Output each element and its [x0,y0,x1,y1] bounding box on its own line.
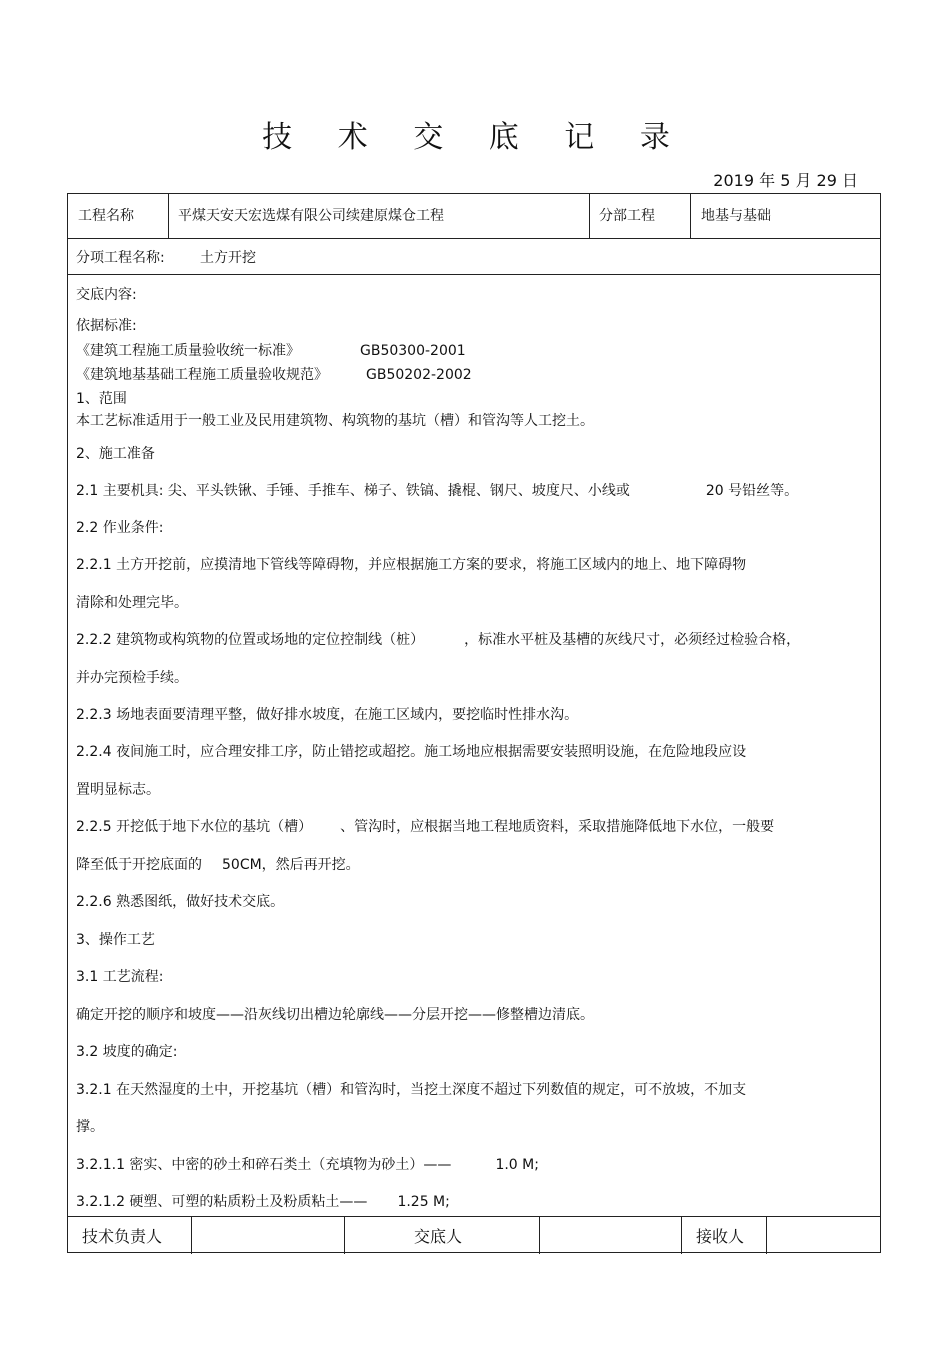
content-line: 交底内容: [76,287,137,303]
col-divider [191,1216,192,1254]
content-line: 撑。 [76,1119,104,1135]
standard-name: 《建筑工程施工质量验收统一标准》 [76,343,300,359]
col-divider [168,194,169,238]
col-divider [690,194,691,238]
content-line: 清除和处理完毕。 [76,595,188,611]
standard-code: GB50202-2002 [366,367,472,383]
record-table [67,193,881,1253]
project-name-label: 工程名称 [78,208,134,224]
project-name-value: 平煤天安天宏选煤有限公司续建原煤仓工程 [178,208,444,224]
col-divider [681,1216,682,1254]
receiver-label: 接收人 [696,1227,745,1246]
receiver-signature-field[interactable] [769,1218,879,1252]
content-line: 3.2.1.2 硬塑、可塑的粘质粉土及粉质粘土—— 1.25 M; [76,1194,450,1210]
content-line [76,364,472,384]
presenter-signature-field[interactable] [542,1218,679,1252]
division-value: 地基与基础 [701,208,771,224]
col-divider [344,1216,345,1254]
content-line: 3.2 坡度的确定: [76,1044,178,1060]
page-title: 技 术 交 底 记 录 [262,120,688,155]
content-line: 2.2.5 开挖低于地下水位的基坑（槽） 、管沟时，应根据当地工程地质资料，采取措施降低地下水位，一般要 [76,819,775,835]
standard-name: 《建筑地基基础工程施工质量验收规范》 [76,367,328,383]
content-line: 依据标准: [76,318,137,334]
tech-lead-label: 技术负责人 [82,1227,163,1246]
presenter-label: 交底人 [414,1227,463,1246]
content-line: 2.1 主要机具: 尖、平头铁锹、手锤、手推车、梯子、铁镐、撬棍、钢尺、坡度尺、小线或 20 号铅丝等。 [76,483,799,499]
content-line: 3.1 工艺流程: [76,969,164,985]
content-line: 3、操作工艺 [76,932,155,948]
content-line: 2.2.1 土方开挖前，应摸清地下管线等障碍物，并应根据施工方案的要求，将施工区域内的地上、地下障碍物 [76,557,747,573]
row-divider [68,238,880,239]
col-divider [539,1216,540,1254]
content-line: 3.2.1.1 密实、中密的砂土和碎石类土（充填物为砂土）—— 1.0 M; [76,1157,539,1173]
content-line: 2.2.6 熟悉图纸，做好技术交底。 [76,894,285,910]
division-label: 分部工程 [599,208,655,224]
row-divider [68,1216,880,1217]
col-divider [589,194,590,238]
subitem-value: 土方开挖 [200,250,256,266]
tech-lead-signature-field[interactable] [194,1218,342,1252]
content-line: 2.2.4 夜间施工时，应合理安排工序，防止错挖或超挖。施工场地应根据需要安装照明设施，在危险地段应设 [76,744,747,760]
content-line: 降至低于开挖底面的 50CM，然后再开挖。 [76,857,360,873]
content-line: 3.2.1 在天然湿度的土中，开挖基坑（槽）和管沟时，当挖土深度不超过下列数值的规定，可不放坡，不加支 [76,1082,747,1098]
content-line: 并办完预检手续。 [76,670,188,686]
content-line [76,340,466,360]
col-divider [766,1216,767,1254]
content-line: 1、范围 [76,391,127,407]
row-divider [68,274,880,275]
content-line: 2.2.2 建筑物或构筑物的位置或场地的定位控制线（桩） ，标准水平桩及基槽的灰线尺寸，必须经过检验合格， [76,632,801,648]
content-line: 置明显标志。 [76,782,160,798]
content-line: 2.2 作业条件: [76,520,164,536]
content-line: 本工艺标准适用于一般工业及民用建筑物、构筑物的基坑（槽）和管沟等人工挖土。 [76,413,594,429]
content-line: 2.2.3 场地表面要清理平整，做好排水坡度，在施工区域内，要挖临时性排水沟。 [76,707,579,723]
standard-code: GB50300-2001 [360,343,466,359]
record-date: 2019 年 5 月 29 日 [713,171,858,190]
content-line: 确定开挖的顺序和坡度——沿灰线切出槽边轮廓线——分层开挖——修整槽边清底。 [76,1007,594,1023]
subitem-label: 分项工程名称: [76,250,165,266]
content-line: 2、施工准备 [76,446,155,462]
